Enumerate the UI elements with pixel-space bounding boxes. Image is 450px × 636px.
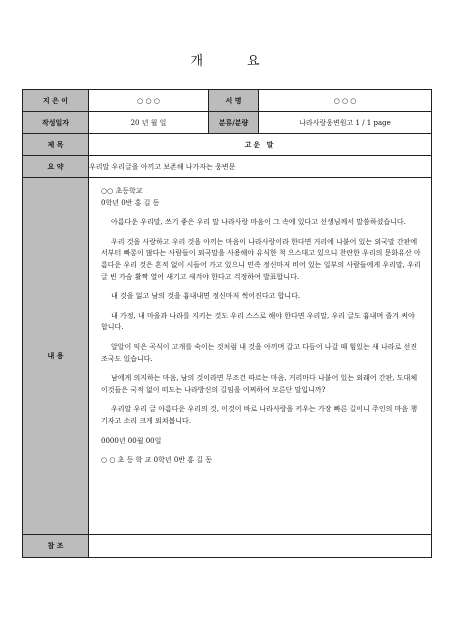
paragraph-7: 우리말 우리 글 아름다운 우리의 것, 이것이 바로 나라사랑을 키우는 가장 빠른 길이니 주인의 마음 챙기자고 소리 크게 외쳐봅니다.: [101, 405, 418, 425]
subject-value: 고운 말: [89, 134, 432, 156]
summary-row: [23, 156, 432, 178]
paragraph-6: 남에게 의지하는 마음, 남의 것이라면 무조건 따르는 마음, 거리마다 나붙어 있는 외래어 간판, 도대체 이것들은 국적 없이 떠도는 나라방신의 길임을 어찌하여 모른단 말입니까?: [101, 374, 418, 394]
date-label: 작성일자: [23, 112, 89, 134]
summary-label: 요 약: [23, 156, 89, 178]
date-line: 0000년 00월 00일: [101, 436, 162, 445]
student-line: 0학년 0반 홍 길 동: [101, 198, 160, 207]
author-label: 지 은 이: [23, 90, 89, 112]
content-label: 내 용: [23, 178, 89, 535]
school-line: ○○ 초등학교: [101, 187, 143, 195]
content-row: [23, 178, 432, 535]
reference-value: [89, 535, 432, 558]
title-char-1: 개: [190, 54, 203, 69]
closing-line: ○ ○ 초 등 학 교 0학년 0반 홍 길 동: [101, 456, 212, 465]
category-value: 나라사랑웅변원고 1 / 1 page: [259, 112, 432, 134]
date-row: [23, 112, 432, 134]
date-value: 20 년 월 일: [89, 112, 209, 134]
document-title: [0, 50, 450, 69]
title-char-2: 요: [247, 54, 260, 69]
paragraph-4: 내 가정, 내 마을과 나라를 지키는 것도 우리 스스로 해야 한다면 우리말, 우리 글도 흉내며 즐겨 써야 합니다.: [101, 311, 415, 332]
subject-row: [23, 134, 432, 156]
signature-label: 서 명: [209, 90, 259, 112]
content-body: [89, 178, 432, 535]
paragraph-1: 아름다운 우리말, 쓰기 좋은 우리 말 나라사랑 마음이 그 속에 있다고 선생님께서 말씀하셨습니다.: [111, 218, 406, 227]
author-row: [23, 90, 432, 112]
outline-form: [22, 89, 432, 558]
subject-label: 제 목: [23, 134, 89, 156]
paragraph-3: 내 것을 잃고 남의 것을 흉내내면 정신마저 썩어진다고 합니다.: [111, 292, 301, 301]
author-value: ○ ○ ○: [89, 90, 209, 112]
reference-row: [23, 535, 432, 558]
paragraph-2: 우리 것을 사랑하고 우리 것을 아끼는 마음이 나라사랑이라 한다면 거리에 나붙어 있는 외국말 간판에서부터 빠롱이 많다는 사람들이 외국말을 사용해야 유식한 척 으스대고 있으니 찬란한 우리의 문화유산 아름다운 우리 것은 흔적 없이 시들어 가고 있으니 민족 정신마저 비어 있는 일부의 사람들에게 우리말, 우리 글 빈 가슴 활짝 열어 새기고 새겨야 한다고 걱정하여 발표합니다.: [101, 237, 421, 281]
signature-value: ○ ○ ○: [259, 90, 432, 112]
paragraph-5: 알알이 익은 곡식이 고개를 숙이는 것처럼 내 것을 아끼며 갈고 다듬어 나갈 때 힘있는 새 나라로 선진조국도 있습니다.: [101, 342, 418, 363]
summary-value: 우리말 우리글을 아끼고 보존해 나가자는 웅변문: [89, 156, 432, 178]
category-label: 분류/분량: [209, 112, 259, 134]
reference-label: 참 조: [23, 535, 89, 558]
